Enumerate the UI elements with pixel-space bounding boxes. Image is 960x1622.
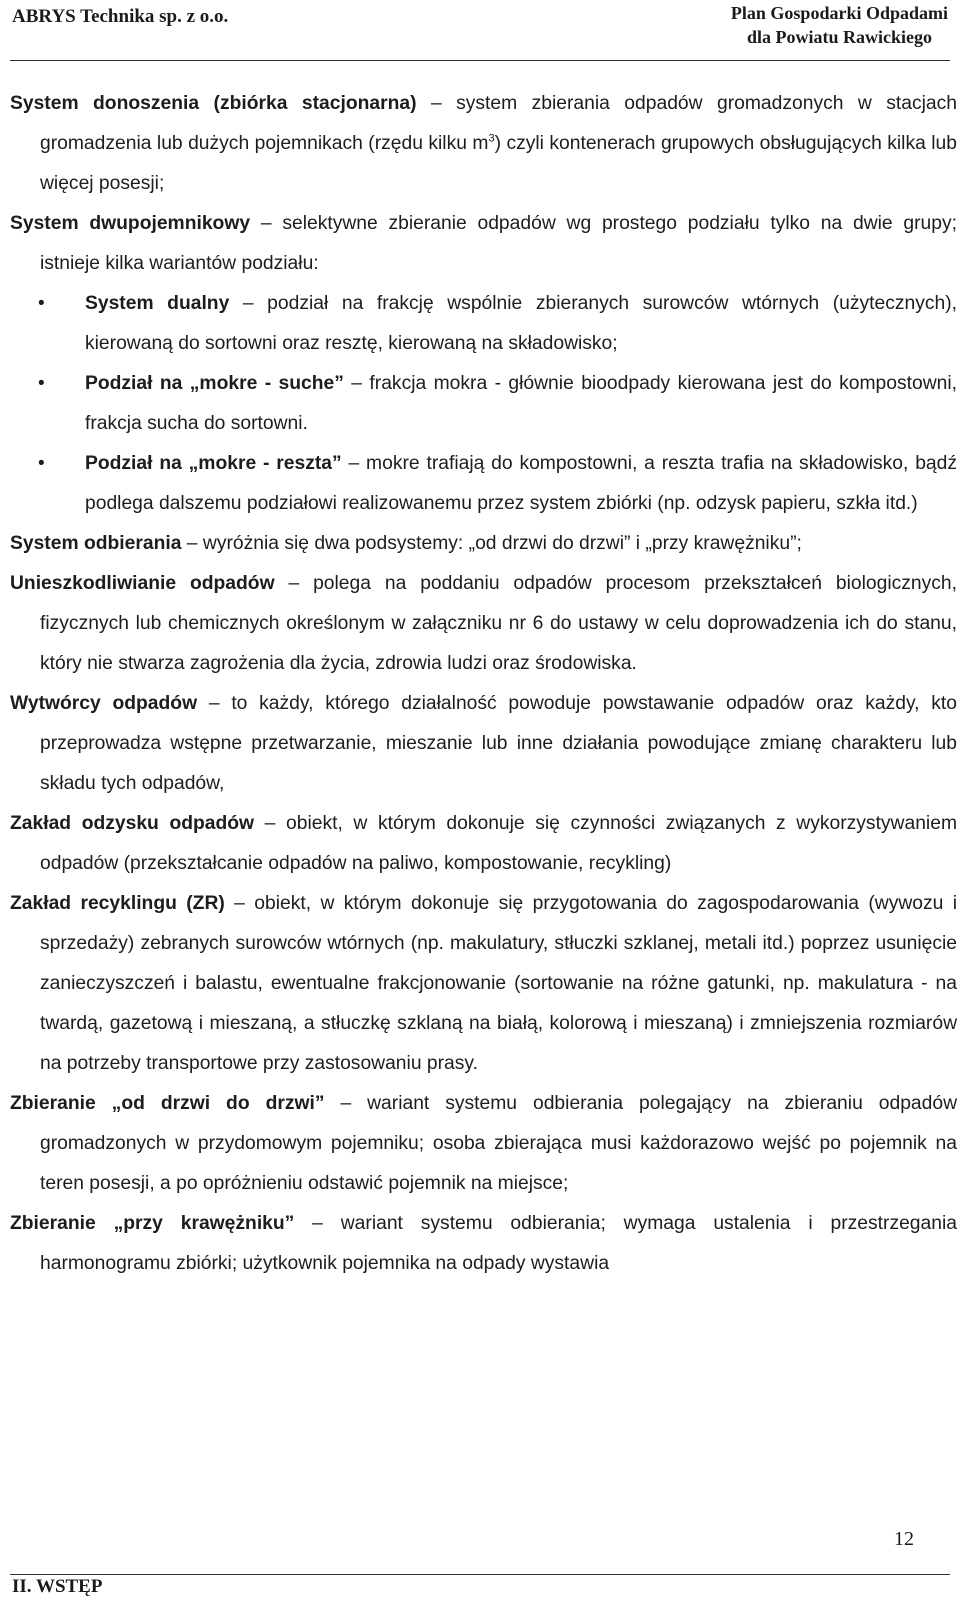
definition-text: – wariant systemu odbierania; wymaga ustalenia i przestrzegania harmonogramu zbiórki; użytkownik pojemnika na odpady wystawia xyxy=(40,1213,957,1274)
definition-term: Zakład recyklingu (ZR) xyxy=(10,893,225,914)
bullet-icon: • xyxy=(38,453,45,474)
definition-text: – obiekt, w którym dokonuje się przygotowania do zagospodarowania (wywozu i sprzedaży) zebranych surowców wtórnych (np. makulatury, stłuczki szklanej, metali itd.) poprzez usunięcie zanieczyszczeń i balastu, ewentualne frakcjonowanie (sortowanie na różne gatunki, np. makulatura - na twardą, gazetową i mieszaną, a stłuczkę szklaną na białą, kolorową i mieszaną) i zmniejszenia rozmiarów na potrzeby transportowe przy zastosowaniu prasy. xyxy=(40,893,957,1074)
definition-text: – selektywne zbieranie odpadów wg prostego podziału tylko na dwie grupy; istnieje kilka wariantów podziału: xyxy=(40,213,957,274)
list-item-text: – frakcja mokra - głównie bioodpady kierowana jest do kompostowni, frakcja sucha do sortowni. xyxy=(85,373,957,434)
definition-text: – polega na poddaniu odpadów procesom przekształceń biologicznych, fizycznych lub chemicznych określonym w załączniku nr 6 do ustawy w celu doprowadzenia ich do stanu, który nie stwarza zagrożenia dla życia, zdrowia ludzi oraz środowiska. xyxy=(40,573,957,674)
definition-text: – wariant systemu odbierania polegający na zbieraniu odpadów gromadzonych w przydomowym pojemniku; osoba zbierająca musi każdorazowo wejść po pojemnik na teren posesji, a po opróżnieniu odstawić pojemnik na miejsce; xyxy=(40,1093,958,1194)
page-header xyxy=(0,0,960,64)
bullet-icon: • xyxy=(38,293,45,314)
list-item-term: Podział na „mokre - suche” xyxy=(85,373,344,394)
page-number: 12 xyxy=(894,1528,914,1550)
company-name: ABRYS Technika sp. z o.o. xyxy=(12,6,229,27)
document-title-line-1: Plan Gospodarki Odpadami xyxy=(730,3,948,23)
definition-term: System donoszenia (zbiórka stacjonarna) xyxy=(10,93,417,114)
definition-wytworcy-odpadow xyxy=(10,684,957,804)
definition-text: – obiekt, w którym dokonuje się czynności związanych z wykorzystywaniem odpadów (przekształcanie odpadów na paliwo, kompostowanie, recykling) xyxy=(40,813,957,874)
document-title-line-2: dla Powiatu Rawickiego xyxy=(746,27,932,47)
list-item xyxy=(10,364,957,444)
list-item-text: – mokre trafiają do kompostowni, a reszta trafia na składowisko, bądź podlega dalszemu podziałowi realizowanemu przez system zbiórki (np. odzysk papieru, szkła itd.) xyxy=(85,453,958,514)
definition-term: Zbieranie „przy krawężniku” xyxy=(10,1213,295,1234)
list-item xyxy=(10,444,957,524)
section-title: II. WSTĘP xyxy=(12,1576,103,1597)
definition-unieszkodliwianie xyxy=(10,564,957,684)
definition-od-drzwi-do-drzwi xyxy=(10,1084,957,1204)
definition-term: System dwupojemnikowy xyxy=(10,213,251,234)
definition-term: System odbierania xyxy=(10,533,182,554)
list-item xyxy=(10,284,957,364)
document-body xyxy=(10,84,957,1284)
list-item-term: System dualny xyxy=(85,293,230,314)
document-title xyxy=(731,1,948,49)
header-divider xyxy=(10,60,950,61)
definition-system-donoszenia xyxy=(10,84,957,204)
definition-term: Unieszkodliwianie odpadów xyxy=(10,573,275,594)
definition-text: – to każdy, którego działalność powoduje powstawanie odpadów oraz każdy, kto przeprowadza wstępne przetwarzanie, mieszanie lub inne działania powodujące zmianę charakteru lub składu tych odpadów, xyxy=(40,693,958,794)
definition-term: Wytwórcy odpadów xyxy=(10,693,198,714)
definition-term: Zakład odzysku odpadów xyxy=(10,813,255,834)
page-footer xyxy=(0,1510,960,1622)
superscript: 3 xyxy=(488,132,495,145)
definition-text: – wyróżnia się dwa podsystemy: „od drzwi do drzwi” i „przy krawężniku”; xyxy=(181,533,802,554)
list-item-term: Podział na „mokre - reszta” xyxy=(85,453,342,474)
variant-list xyxy=(10,284,957,524)
definition-zaklad-recyklingu xyxy=(10,884,957,1084)
definition-text: – system zbierania odpadów gromadzonych w stacjach gromadzenia lub dużych pojemnikach (rzędu kilku m xyxy=(40,93,957,154)
definition-system-dwupojemnikowy xyxy=(10,204,957,284)
bullet-icon: • xyxy=(38,373,45,394)
definition-text-continued: ) czyli kontenerach grupowych obsługujących kilka lub więcej posesji; xyxy=(40,133,957,194)
definition-system-odbierania xyxy=(10,524,957,564)
definition-zaklad-odzysku xyxy=(10,804,957,884)
footer-divider xyxy=(10,1574,950,1575)
definition-term: Zbieranie „od drzwi do drzwi” xyxy=(10,1093,325,1114)
list-item-text: – podział na frakcję wspólnie zbieranych surowców wtórnych (użytecznych), kierowaną do sortowni oraz resztę, kierowaną na składowisko; xyxy=(85,293,957,354)
definition-przy-krawezniku xyxy=(10,1204,957,1284)
